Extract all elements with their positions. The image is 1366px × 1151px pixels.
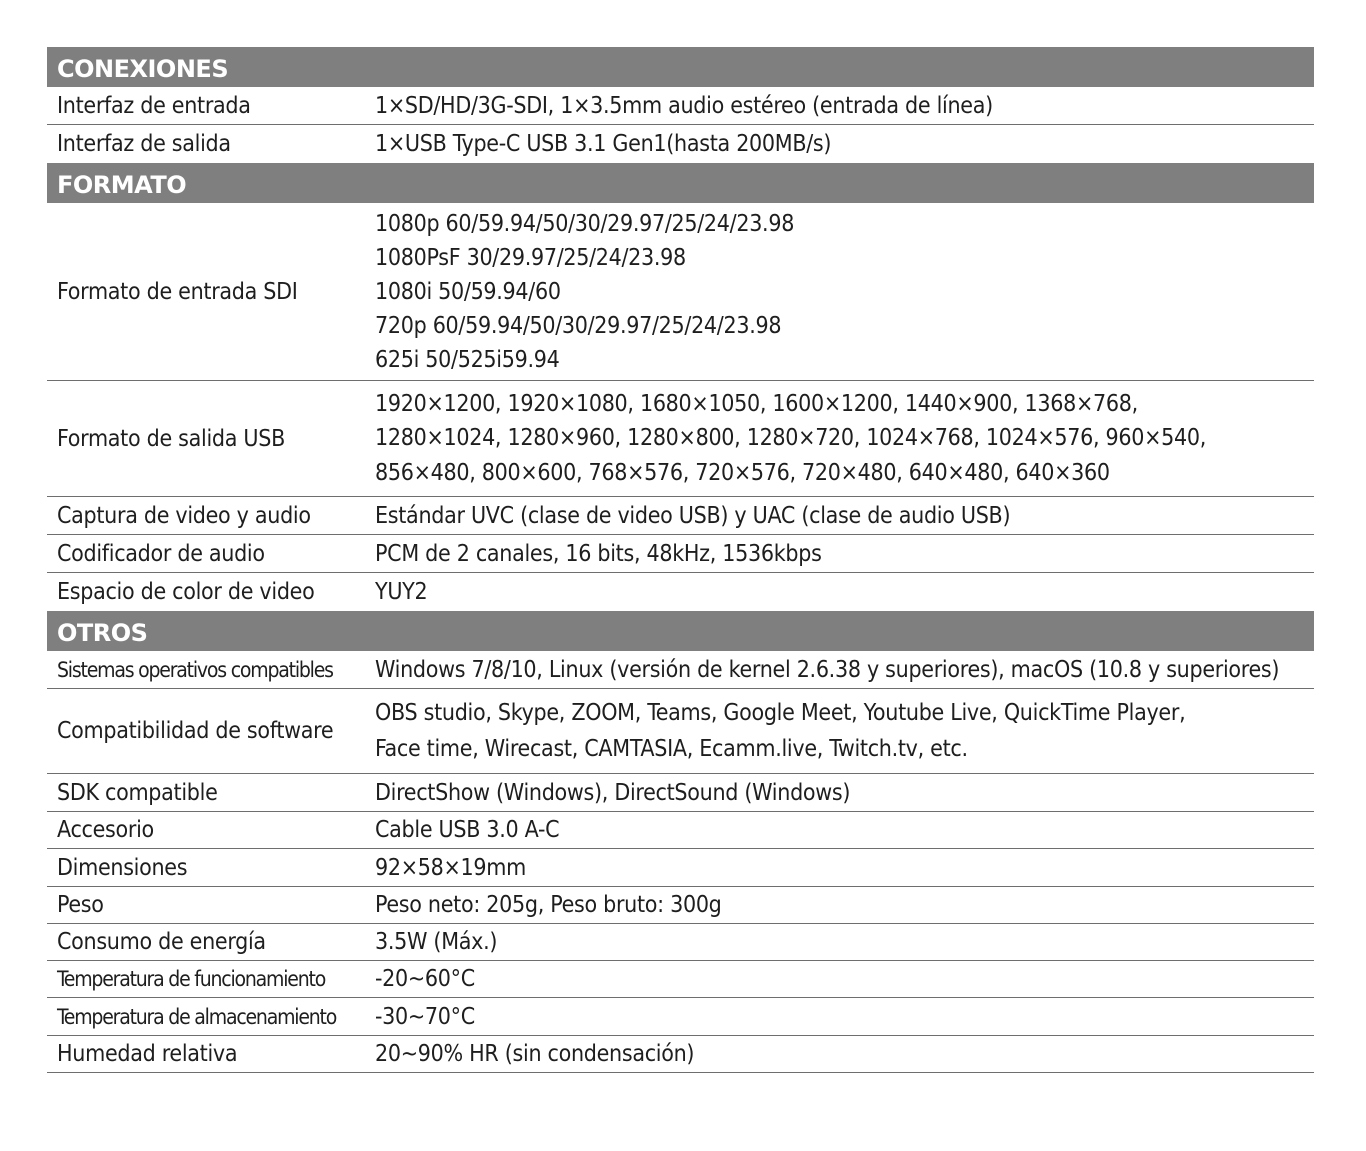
spec-row-interfaz-entrada xyxy=(47,87,1314,125)
spec-row-codificador-audio xyxy=(47,535,1314,573)
spec-row-dimensiones xyxy=(47,849,1314,887)
spec-value xyxy=(365,131,1314,157)
spec-label: Consumo de energía xyxy=(57,929,266,955)
spec-label: SDK compatible xyxy=(57,779,218,806)
spec-row-sdk xyxy=(47,774,1314,812)
spec-value xyxy=(365,207,1314,377)
spec-value xyxy=(365,817,1314,843)
spec-row-humedad xyxy=(47,1036,1314,1073)
spec-row-sistemas-operativos xyxy=(47,651,1314,689)
spec-value-line: 3.5W (Máx.) xyxy=(375,929,498,955)
spec-value xyxy=(365,966,1314,992)
spec-value-line: 856×480, 800×600, 768×576, 720×576, 720×480, 640×480, 640×360 xyxy=(375,459,1110,486)
spec-value-line: 1920×1200, 1920×1080, 1680×1050, 1600×1200, 1440×900, 1368×768, xyxy=(375,390,1138,417)
spec-row-formato-entrada-sdi xyxy=(47,203,1314,381)
section-header-otros: OTROS xyxy=(47,611,1314,651)
spec-value-line: OBS studio, Skype, ZOOM, Teams, Google Meet, Youtube Live, QuickTime Player, xyxy=(375,700,1186,726)
spec-label: Compatibilidad de software xyxy=(57,718,334,744)
spec-value xyxy=(365,579,1314,605)
spec-value xyxy=(365,780,1314,806)
spec-value-line: 625i 50/525i59.94 xyxy=(375,346,560,373)
spec-label: Dimensiones xyxy=(57,854,188,881)
spec-label: Temperatura de funcionamiento xyxy=(57,967,326,991)
spec-label: Captura de video y audio xyxy=(57,502,311,529)
spec-label: Sistemas operativos compatibles xyxy=(57,657,333,682)
spec-row-consumo xyxy=(47,924,1314,961)
spec-value-line: YUY2 xyxy=(375,579,428,605)
spec-value-line: Peso neto: 205g, Peso bruto: 300g xyxy=(375,892,722,918)
spec-value-line: 1080i 50/59.94/60 xyxy=(375,278,561,305)
spec-value-line: 1080PsF 30/29.97/25/24/23.98 xyxy=(375,244,686,271)
spec-label: Interfaz de salida xyxy=(57,131,231,157)
spec-row-interfaz-salida xyxy=(47,125,1314,163)
spec-row-temp-almacenamiento xyxy=(47,998,1314,1036)
spec-label: Codificador de audio xyxy=(57,540,265,567)
spec-label: Espacio de color de video xyxy=(57,579,315,605)
spec-value xyxy=(365,387,1314,491)
spec-label: Interfaz de entrada xyxy=(57,92,251,119)
spec-label: Temperatura de almacenamiento xyxy=(57,1004,337,1029)
spec-value xyxy=(365,1004,1314,1030)
spec-value-line: 20~90% HR (sin condensación) xyxy=(375,1041,695,1067)
spec-row-compatibilidad-software xyxy=(47,689,1314,774)
section-header-formato: FORMATO xyxy=(47,163,1314,203)
spec-value-line: Windows 7/8/10, Linux (versión de kernel 2.6.38 y superiores), macOS (10.8 y superiores) xyxy=(375,656,1280,683)
spec-value-line: 1×USB Type-C USB 3.1 Gen1(hasta 200MB/s) xyxy=(375,131,832,157)
spec-value-line: Face time, Wirecast, CAMTASIA, Ecamm.live, Twitch.tv, etc. xyxy=(375,736,968,762)
spec-value-line: Estándar UVC (clase de video USB) y UAC (clase de audio USB) xyxy=(375,502,1011,529)
spec-row-captura xyxy=(47,497,1314,535)
spec-value xyxy=(365,541,1314,567)
spec-label: Humedad relativa xyxy=(57,1041,238,1067)
spec-value xyxy=(365,1041,1314,1067)
spec-value-line: 1×SD/HD/3G-SDI, 1×3.5mm audio estéreo (entrada de línea) xyxy=(375,92,993,119)
spec-value xyxy=(365,503,1314,529)
spec-value xyxy=(365,695,1314,767)
spec-value-line: DirectShow (Windows), DirectSound (Windows) xyxy=(375,779,851,806)
spec-label: Formato de entrada SDI xyxy=(57,278,298,305)
spec-table xyxy=(47,47,1314,1073)
spec-value-line: Cable USB 3.0 A-C xyxy=(375,817,560,843)
spec-value-line: -20~60°C xyxy=(375,966,475,992)
spec-label: Formato de salida USB xyxy=(57,425,285,452)
spec-value xyxy=(365,892,1314,918)
spec-value-line: PCM de 2 canales, 16 bits, 48kHz, 1536kbps xyxy=(375,540,822,567)
spec-value-line: 1080p 60/59.94/50/30/29.97/25/24/23.98 xyxy=(375,210,795,237)
spec-value-line: -30~70°C xyxy=(375,1003,475,1030)
spec-label: Accesorio xyxy=(57,817,154,843)
spec-value xyxy=(365,93,1314,119)
section-header-conexiones: CONEXIONES xyxy=(47,47,1314,87)
spec-value-line: 1280×1024, 1280×960, 1280×800, 1280×720, 1024×768, 1024×576, 960×540, xyxy=(375,425,1207,452)
spec-row-formato-salida-usb xyxy=(47,381,1314,497)
spec-row-peso xyxy=(47,887,1314,924)
spec-row-espacio-color xyxy=(47,573,1314,611)
spec-value-line: 92×58×19mm xyxy=(375,854,526,881)
spec-value-line: 720p 60/59.94/50/30/29.97/25/24/23.98 xyxy=(375,312,782,339)
spec-value xyxy=(365,929,1314,955)
spec-row-temp-funcionamiento xyxy=(47,961,1314,998)
spec-label: Peso xyxy=(57,892,104,918)
spec-value xyxy=(365,855,1314,881)
spec-value xyxy=(365,657,1314,683)
spec-row-accesorio xyxy=(47,812,1314,849)
